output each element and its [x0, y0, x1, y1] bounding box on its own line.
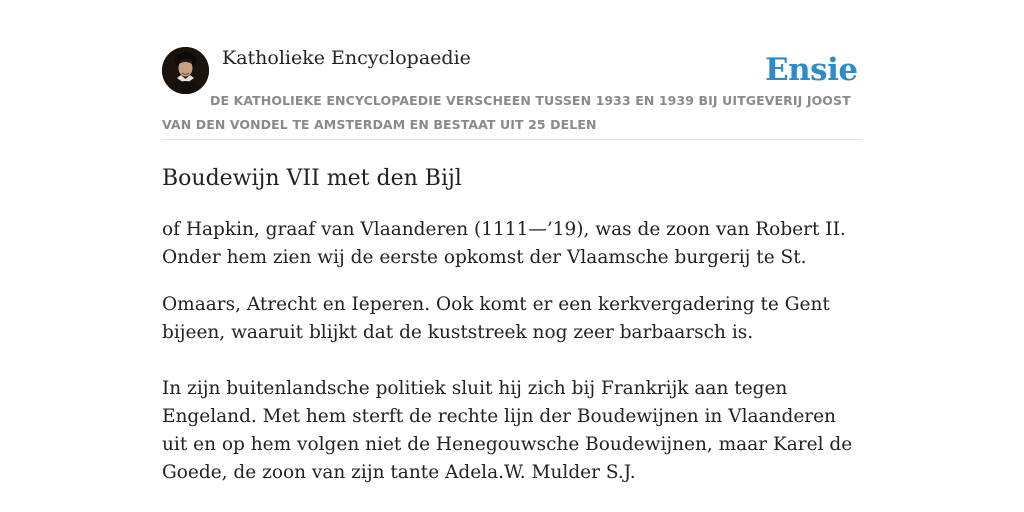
article-paragraph: Omaars, Atrecht en Ieperen. Ook komt er een kerkvergadering te Gent bijeen, waaruit blijkt dat de kuststreek nog zeer barbaarsch is. — [162, 294, 830, 343]
source-title[interactable]: Katholieke Encyclopaedie — [222, 47, 471, 69]
portrait-avatar-icon — [162, 47, 209, 94]
ensie-logo[interactable]: Ensie — [765, 52, 858, 88]
article-title: Boudewijn VII met den Bijl — [162, 166, 462, 191]
header-divider — [162, 139, 862, 140]
source-avatar[interactable] — [162, 47, 209, 94]
article-paragraph: In zijn buitenlandsche politiek sluit hij zich bij Frankrijk aan tegen Engeland. Met hem sterft de rechte lijn der Boudewijnen in Vlaanderen uit en op hem volgen niet de Henegouwsche Boudewijnen, maar Karel de Goede, de zoon van zijn tante Adela.W. Mulder S.J. — [162, 378, 853, 483]
source-description: DE KATHOLIEKE ENCYCLOPAEDIE VERSCHEEN TUSSEN 1933 EN 1939 BIJ UITGEVERIJ JOOST VAN DEN VONDEL TE AMSTERDAM EN BESTAAT UIT 25 DELEN — [162, 93, 851, 132]
article-paragraph: of Hapkin, graaf van Vlaanderen (1111—’19), was de zoon van Robert II. Onder hem zien wij de eerste opkomst der Vlaamsche burgerij te St. — [162, 219, 846, 268]
